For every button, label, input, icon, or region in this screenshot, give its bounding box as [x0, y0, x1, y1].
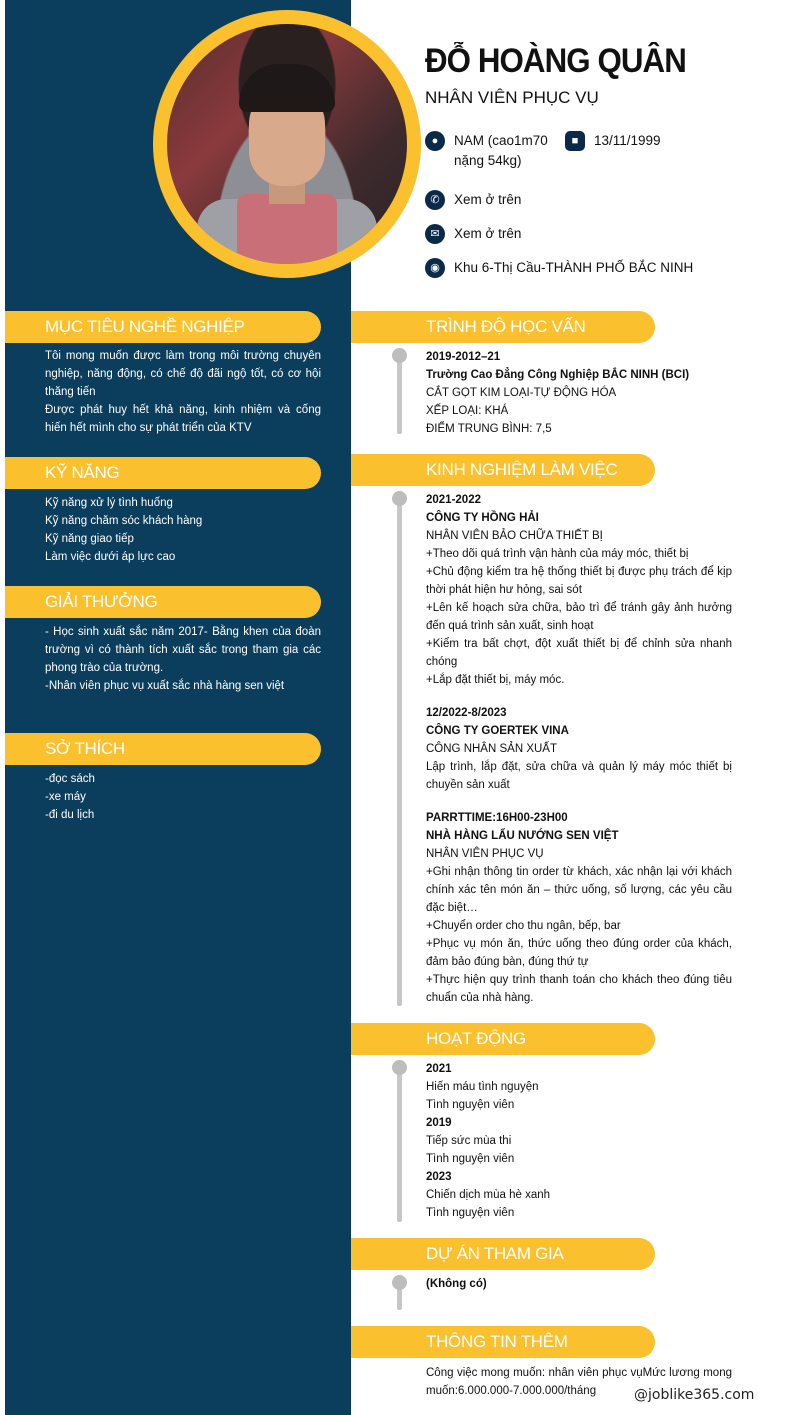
- skills-heading: KỸ NĂNG: [5, 457, 321, 489]
- activities-entry: 2021 Hiến máu tình nguyện Tình nguyện viên 2019 Tiếp sức mùa thi Tình nguyện viên 2023 Chiến dịch mùa hè xanh Tình nguyện viên: [426, 1063, 551, 1219]
- user-icon: ●: [425, 131, 445, 151]
- timeline-line: [397, 496, 402, 1006]
- objective-heading: MỤC TIÊU NGHỀ NGHIỆP: [5, 311, 321, 343]
- timeline-line: [397, 352, 402, 434]
- education-heading: TRÌNH ĐỘ HỌC VẤN: [351, 311, 655, 343]
- gender-row: ● NAM (cao1m70 nặng 54kg): [425, 131, 548, 171]
- experience-heading: KINH NGHIỆM LÀM VIỆC: [351, 454, 655, 486]
- awards-text: - Học sinh xuất sắc năm 2017- Bằng khen của đoàn trường vì có thành tích xuất sắc trong tham gia các phong trào của trường. -Nhân viên phục vụ xuất sắc nhà hàng sen việt: [45, 626, 321, 692]
- timeline-dot: [392, 491, 407, 506]
- list-item: Kỹ năng chăm sóc khách hàng: [45, 515, 203, 527]
- experience-entry: 12/2022-8/2023 CÔNG TY GOERTEK VINA CÔNG NHÂN SẢN XUẤT Lập trình, lắp đặt, sửa chữa và quản lý máy móc thiết bị chuyền sản xuất: [426, 707, 732, 791]
- list-item: -đi du lịch: [45, 809, 95, 821]
- skills-list: [45, 494, 321, 566]
- phone-icon: ✆: [425, 190, 445, 210]
- phone-row[interactable]: ✆ Xem ở trên: [425, 190, 521, 210]
- extra-info-heading: THÔNG TIN THÊM: [351, 1326, 655, 1358]
- list-item: Kỹ năng giao tiếp: [45, 533, 134, 545]
- calendar-icon: ■: [565, 131, 585, 151]
- job-title: NHÂN VIÊN PHỤC VỤ: [425, 88, 599, 107]
- activities-heading: HOẠT ĐỘNG: [351, 1023, 655, 1055]
- timeline-dot: [392, 1060, 407, 1075]
- projects-heading: DỰ ÁN THAM GIA: [351, 1238, 655, 1270]
- watermark: @joblike365.com: [634, 1387, 755, 1403]
- list-item: -đọc sách: [45, 773, 95, 785]
- hobbies-list: [45, 770, 321, 824]
- timeline-dot: [392, 348, 407, 363]
- objective-text: Tôi mong muốn được làm trong môi trường chuyên nghiệp, năng động, có chế độ đãi ngộ tốt, có cơ hội thăng tiến Được phát huy hết khả năng, kinh nhiệm và cống hiến hết mình cho sự phát triển của KTV: [45, 350, 321, 434]
- hobbies-heading: SỞ THÍCH: [5, 733, 321, 765]
- timeline-line: [397, 1064, 402, 1222]
- avatar-frame: [153, 10, 421, 278]
- candidate-name: ĐỖ HOÀNG QUÂN: [425, 42, 686, 80]
- address-row: ◉ Khu 6-Thị Cầu-THÀNH PHỐ BẮC NINH: [425, 258, 693, 278]
- experience-entry: PARRTTIME:16H00-23H00 NHÀ HÀNG LẨU NƯỚNG SEN VIỆT NHÂN VIÊN PHỤC VỤ +Ghi nhận thông tin order từ khách, xác nhận lại với khách chính xác tên món ăn – thức uống, số lượng, các yêu cầu đặc biệt… +Chuyển order cho thu ngân, bếp, bar +Phục vụ món ăn, thức uống theo đúng order của khách, đảm bảo đúng bàn, đúng thứ tự +Thực hiện quy trình thanh toán cho khách theo đúng tiêu chuẩn của nhà hàng.: [426, 812, 732, 1004]
- email-row[interactable]: ✉ Xem ở trên: [425, 224, 521, 244]
- extra-info-text: Công việc mong muốn: nhân viên phục vụMức lương mong muốn:6.000.000-7.000.000/tháng: [426, 1367, 732, 1397]
- avatar: [167, 24, 407, 264]
- list-item: Kỹ năng xử lý tình huống: [45, 497, 173, 509]
- list-item: -xe máy: [45, 791, 86, 803]
- projects-entry: (Không có): [426, 1278, 487, 1290]
- mail-icon: ✉: [425, 224, 445, 244]
- location-icon: ◉: [425, 258, 445, 278]
- timeline-dot: [392, 1275, 407, 1290]
- awards-heading: GIẢI THƯỞNG: [5, 586, 321, 618]
- list-item: Làm việc dưới áp lực cao: [45, 551, 176, 563]
- education-entry: 2019-2012–21 Trường Cao Đẳng Công Nghiệp BẮC NINH (BCI) CẮT GỌT KIM LOẠI-TỰ ĐỘNG HÓA XẾP LOẠI: KHÁ ĐIỂM TRUNG BÌNH: 7,5: [426, 351, 690, 435]
- experience-entry: 2021-2022 CÔNG TY HỒNG HẢI NHÂN VIÊN BẢO CHỮA THIẾT BỊ +Theo dõi quá trình vận hành của máy móc, thiết bị +Chủ động kiểm tra hệ thống thiết bị được phụ trách để kịp thời phát hiện hư hỏng, sai sót +Lên kế hoạch sửa chữa, bảo trì để tránh gây ảnh hưởng đến quá trình sản xuất, sinh hoạt +Kiểm tra bất chợt, đột xuất thiết bị để chỉnh sửa nhanh chóng +Lắp đặt thiết bị, máy móc.: [426, 494, 732, 686]
- dob-row: ■ 13/11/1999: [565, 131, 661, 151]
